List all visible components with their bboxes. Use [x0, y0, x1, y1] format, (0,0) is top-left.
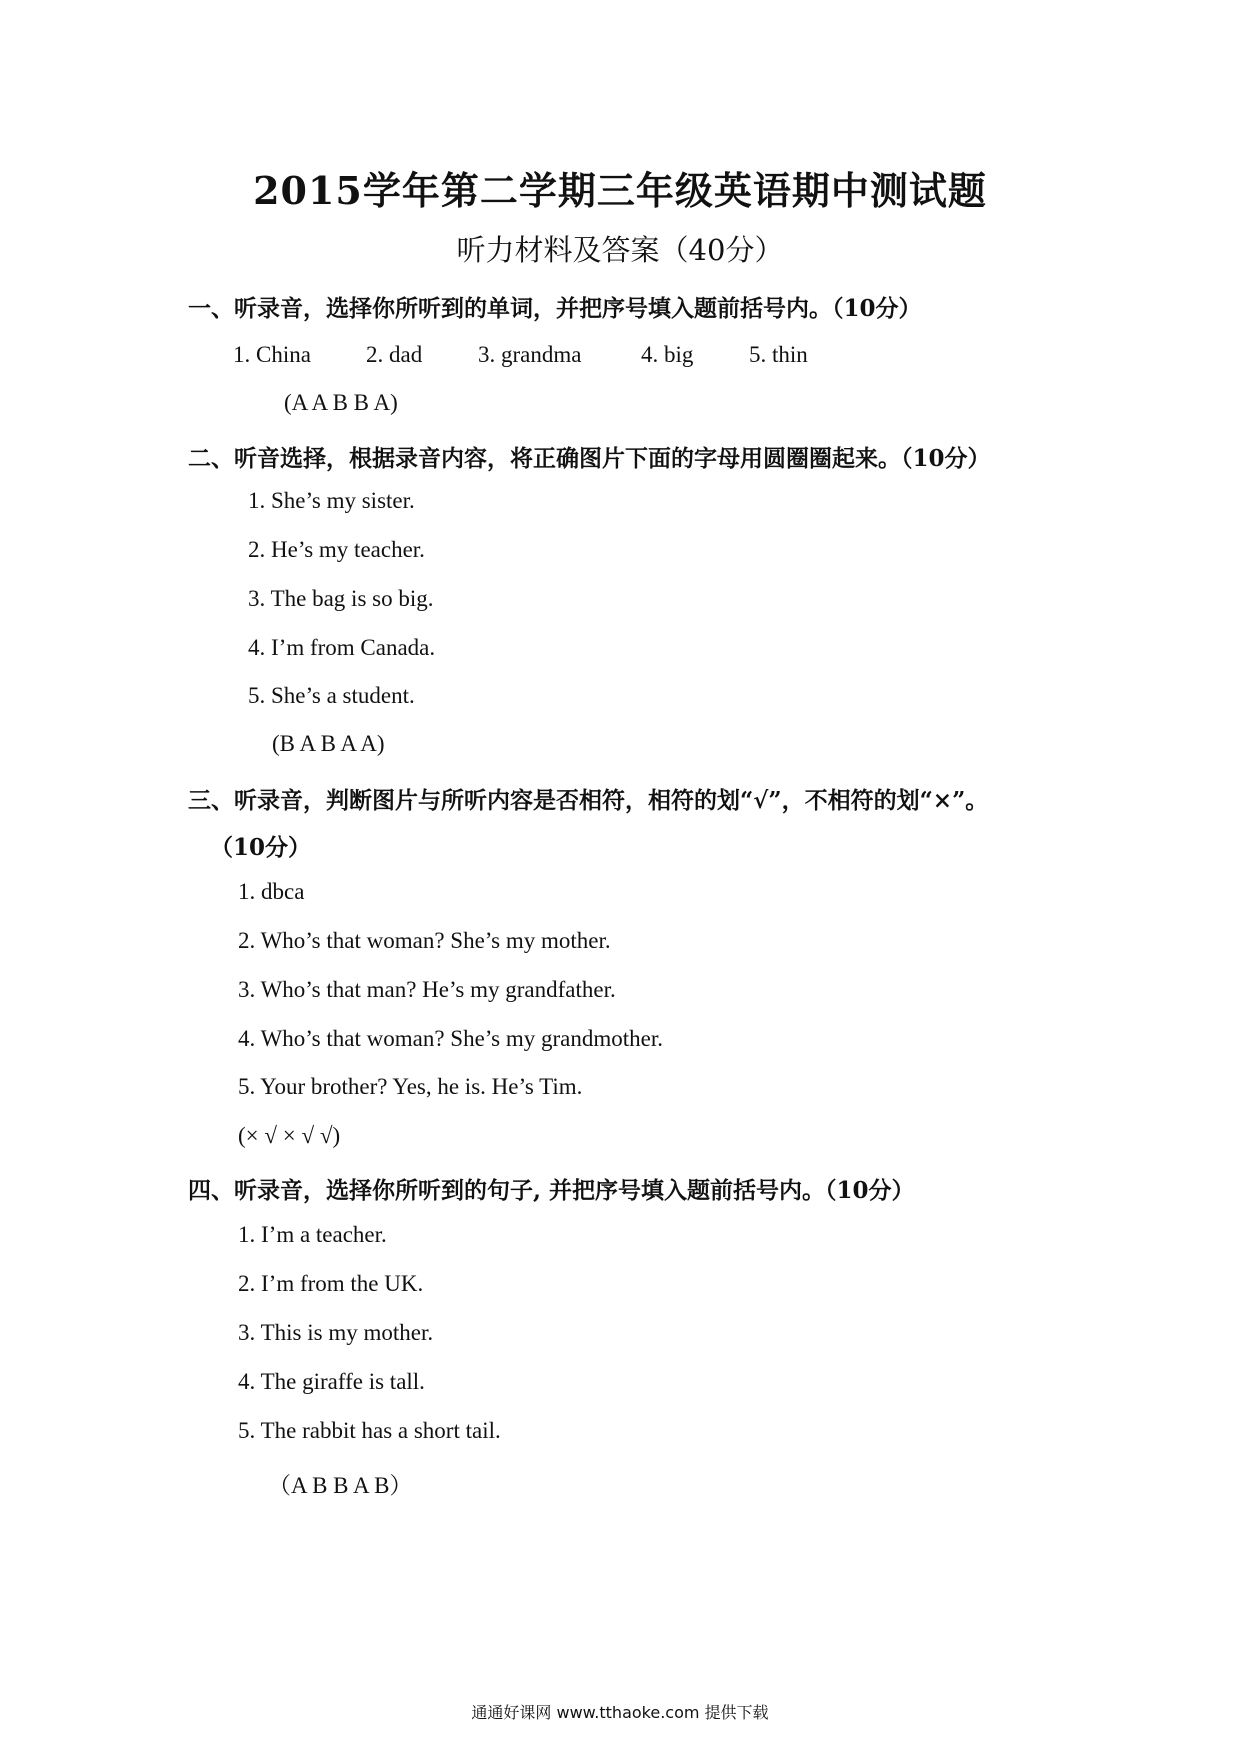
section2-item: 2. He’s my teacher. — [248, 537, 425, 562]
section4-item: 2. I’m from the UK. — [238, 1271, 424, 1296]
section1-word: 3. grandma — [478, 342, 582, 367]
section3-answer: (× √ × √ √) — [238, 1123, 341, 1148]
section2-item: 4. I’m from Canada. — [248, 635, 436, 660]
section1-word: 1. China — [233, 342, 311, 367]
section3-item: 4. Who’s that woman? She’s my grandmother. — [238, 1026, 664, 1051]
section1-word: 2. dad — [366, 342, 423, 367]
section2-item: 3. The bag is so big. — [248, 586, 434, 611]
section3-item: 3. Who’s that man? He’s my grandfather. — [238, 977, 616, 1002]
section1-heading: 一、听录音，选择你所听到的单词，并把序号填入题前括号内。（10分） — [188, 295, 922, 322]
section3-item: 1. dbca — [238, 879, 305, 904]
page-subtitle: 听力材料及答案（40分） — [456, 233, 784, 267]
section2-item: 1. She’s my sister. — [248, 488, 415, 513]
section3-item: 5. Your brother? Yes, he is. He’s Tim. — [238, 1074, 583, 1099]
section4-item: 1. I’m a teacher. — [238, 1222, 387, 1247]
section3-heading-points: （10分） — [210, 834, 312, 861]
section4-answer: （A B B A B） — [268, 1473, 413, 1498]
page-footer: 通通好课网 www.tthaoke.com 提供下载 — [471, 1703, 769, 1722]
page-title: 2015学年第二学期三年级英语期中测试题 — [253, 168, 987, 213]
section2-answer: (B A B A A) — [272, 731, 385, 756]
section4-item: 4. The giraffe is tall. — [238, 1369, 425, 1394]
section1-word-list — [0, 342, 1240, 372]
section1-word: 4. big — [641, 342, 694, 367]
section2-heading: 二、听音选择，根据录音内容，将正确图片下面的字母用圆圈圈起来。（10分） — [188, 445, 991, 472]
section2-item: 5. She’s a student. — [248, 683, 415, 708]
section3-item: 2. Who’s that woman? She’s my mother. — [238, 928, 611, 953]
section1-answer: (A A B B A) — [284, 390, 398, 415]
section3-heading: 三、听录音，判断图片与所听内容是否相符，相符的划“√”，不相符的划“×”。 — [188, 787, 989, 814]
section4-item: 3. This is my mother. — [238, 1320, 434, 1345]
section4-heading: 四、听录音，选择你所听到的句子, 并把序号填入题前括号内。（10分） — [188, 1177, 915, 1204]
section1-word: 5. thin — [749, 342, 808, 367]
section4-item: 5. The rabbit has a short tail. — [238, 1418, 501, 1443]
